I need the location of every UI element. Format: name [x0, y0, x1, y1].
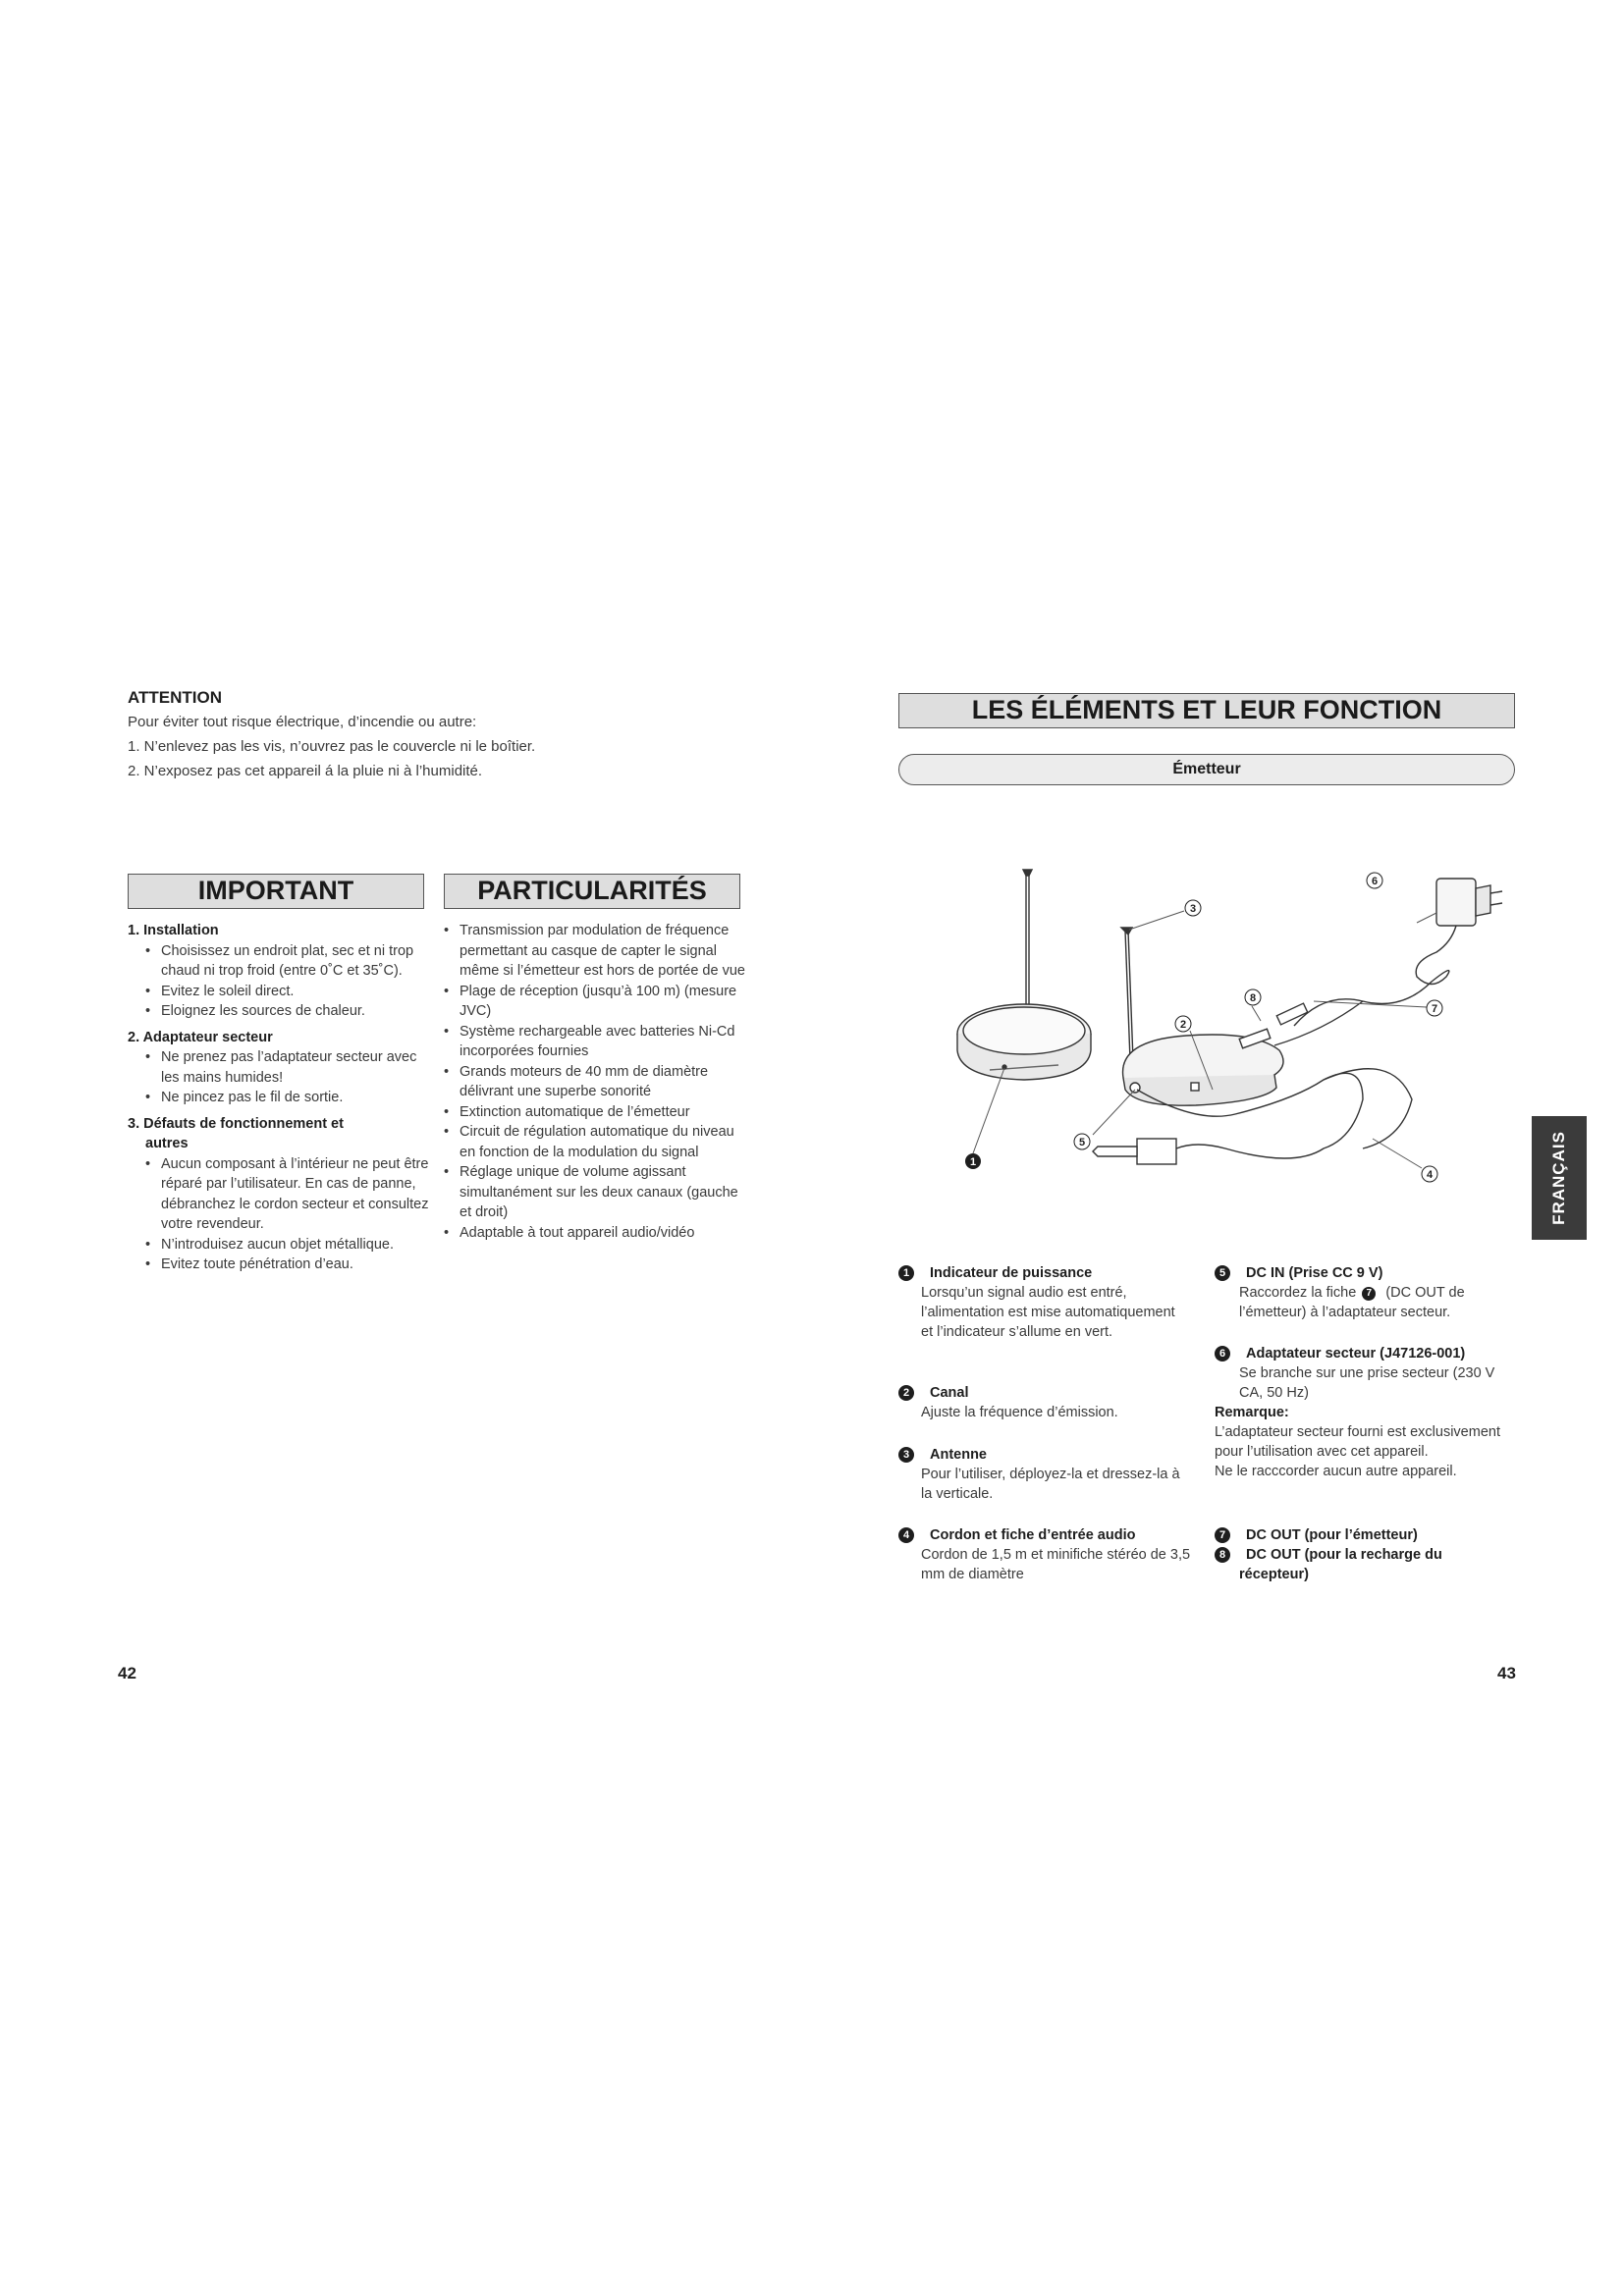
- list-item: • Ne pincez pas le fil de sortie.: [145, 1088, 432, 1108]
- page-number-left: 42: [118, 1664, 136, 1682]
- list-item: • Système rechargeable avec batteries Ni-Cd incorporées fournies: [444, 1022, 748, 1062]
- list-item: • Circuit de régulation automatique du niveau en fonction de la modulation du signal: [444, 1122, 748, 1162]
- callout-ref: 7: [1362, 1287, 1376, 1301]
- description-body: Pour l’utiliser, déployez-la et dressez-la à la verticale.: [921, 1467, 1180, 1502]
- description-title-cont: récepteur): [1239, 1567, 1309, 1582]
- description-5: [1215, 1263, 1519, 1322]
- list-item: • Transmission par modulation de fréquence permettant au casque de capter le signal même si l’émetteur est hors de portée de vue: [444, 921, 748, 982]
- section-title: 1. Installation: [128, 923, 219, 938]
- description-1: [898, 1263, 1183, 1342]
- callout-num: 1: [969, 1156, 977, 1168]
- callout-num: 2: [1179, 1019, 1187, 1031]
- description-title: Canal: [930, 1385, 969, 1401]
- callout-number: 3: [898, 1447, 914, 1463]
- callout-6: [1367, 873, 1382, 888]
- description-body: Se branche sur une prise secteur (230 V CA, 50 Hz): [1239, 1365, 1495, 1401]
- description-4: [898, 1525, 1193, 1584]
- description-title: Indicateur de puissance: [930, 1265, 1093, 1281]
- list-item: • Evitez toute pénétration d’eau.: [145, 1255, 432, 1275]
- attention-item: 1. N’enlevez pas les vis, n’ouvrez pas le couvercle ni le boîtier.: [128, 738, 536, 755]
- remarque-body: L’adaptateur secteur fourni est exclusivement pour l’utilisation avec cet appareil.: [1215, 1424, 1500, 1460]
- list-item: • Eloignez les sources de chaleur.: [145, 1001, 432, 1022]
- description-title: DC OUT (pour l’émetteur): [1246, 1527, 1418, 1543]
- callout-num: 3: [1189, 903, 1197, 915]
- section-title: 3. Défauts de fonctionnement et: [128, 1115, 344, 1132]
- callout-4: [1422, 1166, 1437, 1182]
- section-title-cont: autres: [145, 1136, 189, 1151]
- list-item: • Plage de réception (jusqu’à 100 m) (mesure JVC): [444, 982, 748, 1022]
- callout-number: 1: [898, 1265, 914, 1281]
- list-item: • Ne prenez pas l’adaptateur secteur avec les mains humides!: [145, 1047, 432, 1088]
- important-section: [128, 921, 432, 1022]
- body-text: (DC OUT de l’émetteur) à l’adaptateur secteur.: [1239, 1285, 1465, 1320]
- particularites-header: PARTICULARITÉS: [444, 874, 740, 909]
- description-title: Cordon et fiche d’entrée audio: [930, 1527, 1136, 1543]
- callout-num: 4: [1426, 1169, 1434, 1181]
- elements-header: LES ÉLÉMENTS ET LEUR FONCTION: [898, 693, 1515, 728]
- callout-number: 7: [1215, 1527, 1230, 1543]
- description-title: Antenne: [930, 1447, 987, 1463]
- emetteur-subheader: Émetteur: [898, 754, 1515, 785]
- remarque-block: [1215, 1403, 1529, 1481]
- attention-block: [128, 685, 638, 783]
- adapter-drawing: [1239, 879, 1502, 1048]
- particularites-list: [444, 921, 748, 1243]
- description-title: DC IN (Prise CC 9 V): [1246, 1265, 1383, 1281]
- callout-2: [1175, 1016, 1191, 1032]
- callout-number: 8: [1215, 1547, 1230, 1563]
- remarque-title: Remarque:: [1215, 1405, 1289, 1420]
- description-body: Lorsqu’un signal audio est entré, l’alimentation est mise automatiquement et l’indicateur s’allume en vert.: [921, 1285, 1175, 1340]
- attention-item: 2. N’exposez pas cet appareil á la pluie ni à l’humidité.: [128, 763, 483, 779]
- list-item: • N’introduisez aucun objet métallique.: [145, 1235, 432, 1255]
- callout-num: 7: [1431, 1003, 1438, 1015]
- callout-number: 4: [898, 1527, 914, 1543]
- callout-num: 5: [1078, 1137, 1086, 1148]
- list-item: • Extinction automatique de l’émetteur: [444, 1102, 748, 1123]
- important-section: [128, 1028, 432, 1108]
- list-item: • Réglage unique de volume agissant simultanément sur les deux canaux (gauche et droit): [444, 1162, 748, 1223]
- callout-num: 6: [1371, 876, 1379, 887]
- description-2: [898, 1383, 1183, 1422]
- receiver-base-drawing: [957, 870, 1091, 1080]
- description-title: DC OUT (pour la recharge du: [1246, 1547, 1442, 1563]
- emetteur-illustration: [901, 854, 1520, 1227]
- attention-title: ATTENTION: [128, 688, 223, 707]
- remarque-body: Ne le racccorder aucun autre appareil.: [1215, 1464, 1457, 1479]
- body-text: Raccordez la fiche: [1239, 1285, 1357, 1301]
- section-title: 2. Adaptateur secteur: [128, 1029, 273, 1045]
- callout-1: [965, 1153, 981, 1169]
- description-8: [1215, 1545, 1519, 1584]
- callout-number: 2: [898, 1385, 914, 1401]
- description-6: [1215, 1344, 1519, 1403]
- language-tab: [1532, 1116, 1587, 1240]
- list-item: • Grands moteurs de 40 mm de diamètre délivrant une superbe sonorité: [444, 1062, 748, 1102]
- description-body: Cordon de 1,5 m et minifiche stéréo de 3,5 mm de diamètre: [921, 1547, 1191, 1582]
- attention-intro: Pour éviter tout risque électrique, d’incendie ou autre:: [128, 714, 477, 730]
- description-body: [1215, 1283, 1519, 1322]
- description-title: Adaptateur secteur (J47126-001): [1246, 1346, 1466, 1362]
- callout-num: 8: [1249, 992, 1257, 1004]
- language-tab-label: FRANÇAIS: [1549, 1131, 1568, 1225]
- list-item: • Adaptable à tout appareil audio/vidéo: [444, 1223, 748, 1244]
- description-body: Ajuste la fréquence d’émission.: [921, 1405, 1118, 1420]
- callout-3: [1185, 900, 1201, 916]
- transmitter-drawing: [1121, 928, 1283, 1105]
- important-section: [128, 1114, 432, 1275]
- description-3: [898, 1445, 1183, 1504]
- important-list: [128, 921, 432, 1281]
- description-7: [1215, 1525, 1519, 1545]
- page-number-right: 43: [1497, 1664, 1516, 1682]
- list-item: • Evitez le soleil direct.: [145, 982, 432, 1002]
- list-item: • Aucun composant à l’intérieur ne peut être réparé par l’utilisateur. En cas de panne, débranchez le cordon secteur et consultez votre revendeur.: [145, 1154, 432, 1235]
- important-header: IMPORTANT: [128, 874, 424, 909]
- callout-8: [1245, 989, 1261, 1005]
- callout-7: [1427, 1000, 1442, 1016]
- callout-number: 6: [1215, 1346, 1230, 1362]
- list-item: • Choisissez un endroit plat, sec et ni trop chaud ni trop froid (entre 0˚C et 35˚C).: [145, 941, 432, 982]
- callout-5: [1074, 1134, 1090, 1149]
- callout-number: 5: [1215, 1265, 1230, 1281]
